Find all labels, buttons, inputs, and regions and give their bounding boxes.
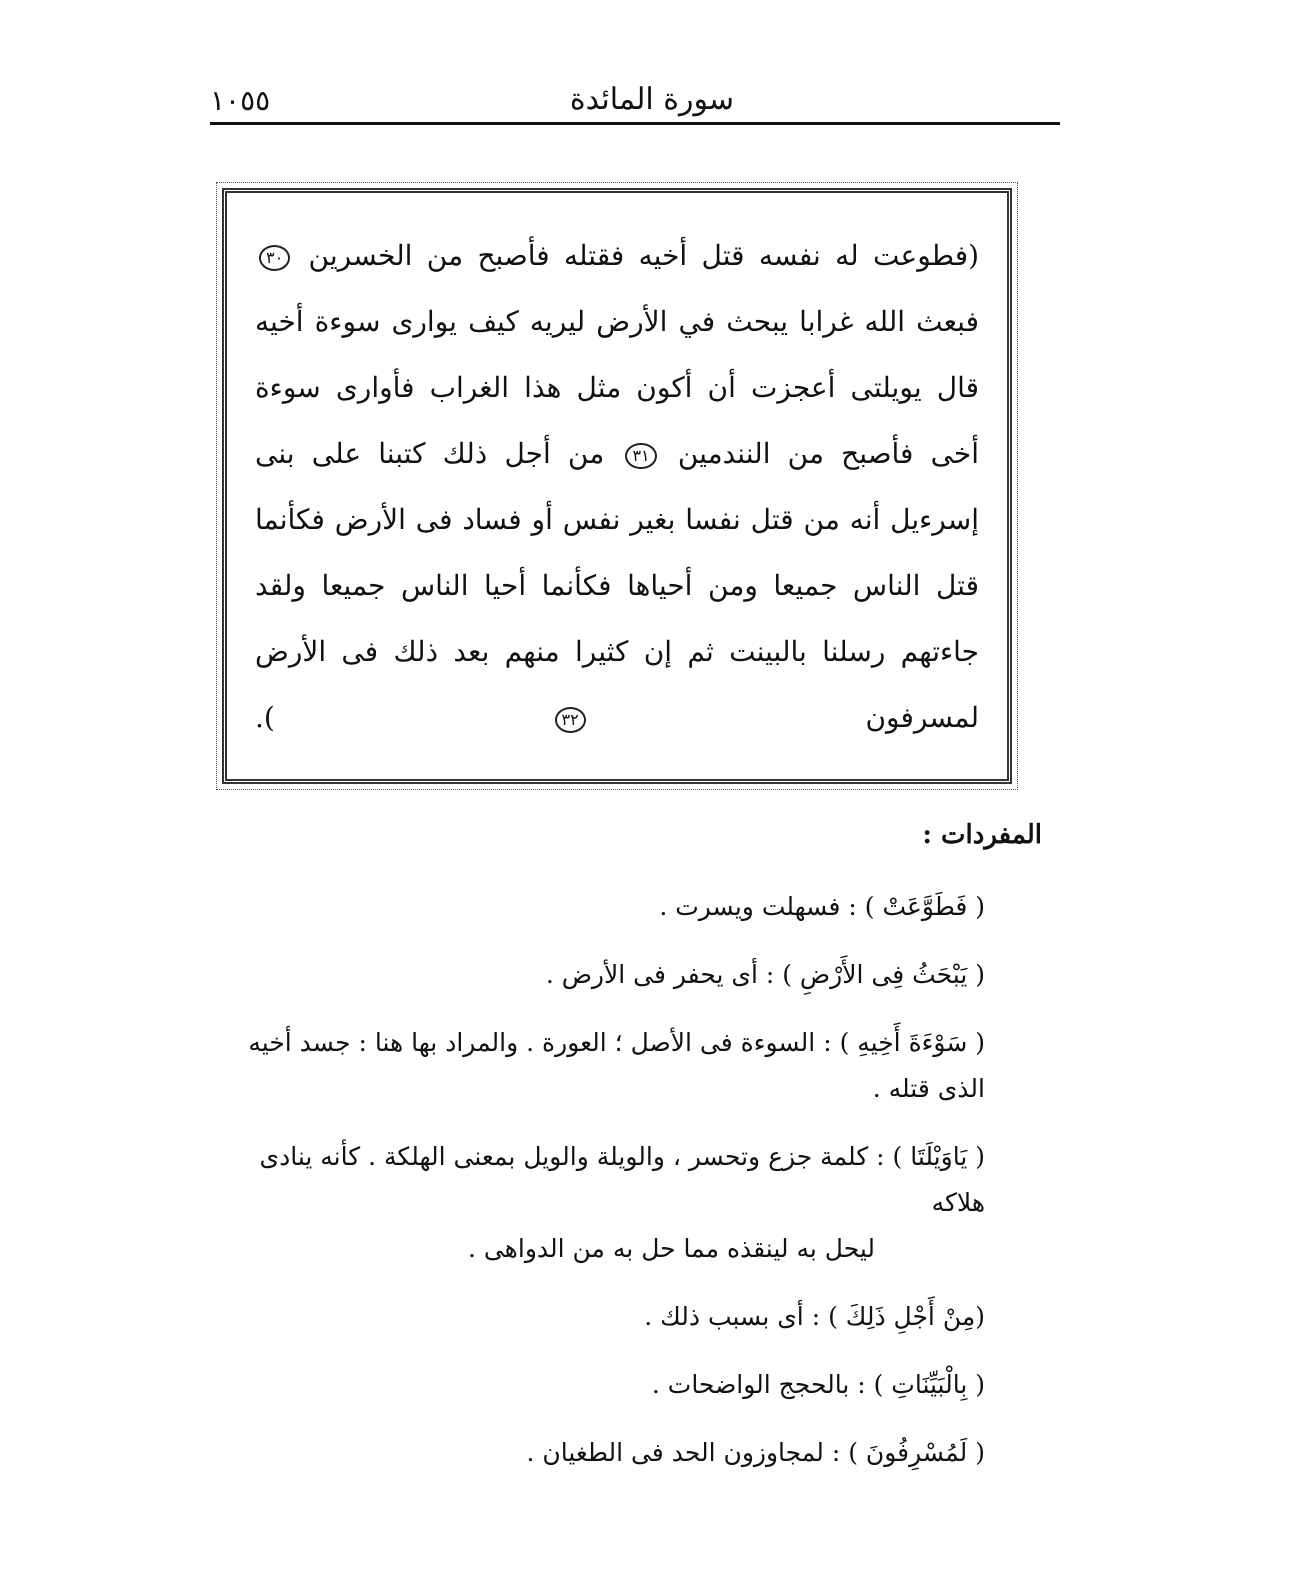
ayah-marker: ٣٢: [555, 707, 586, 733]
vocabulary-term: ( يَبْحَثُ فِى الأَرْضِ ): [782, 960, 985, 989]
quran-segment: فبعث الله غرابا يبحث في الأرض ليريه كيف يوارى سوءة أخيه قال يويلتى أعجزت أن أكون مثل هذا الغراب فأوارى سوءة أخى فأصبح من النندمين: [255, 305, 979, 470]
quran-segment: ).: [255, 701, 275, 734]
quran-segment: (فطوعت له نفسه قتل أخيه فقتله فأصبح من الخسرين: [308, 239, 979, 272]
surah-title: سورة المائدة: [569, 82, 735, 117]
vocabulary-entry: [200, 952, 985, 998]
vocabulary-entry: [200, 1430, 985, 1476]
vocabulary-meaning: : السوءة فى الأصل ؛ العورة . والمراد بها هنا : جسد أخيه الذى قتله .: [248, 1028, 985, 1103]
vocabulary-meaning: : أى يحفر فى الأرض .: [545, 960, 775, 989]
vocabulary-entry: [200, 884, 985, 930]
vocabulary-term: ( يَاوَيْلَتَا ): [892, 1142, 985, 1171]
ayah-marker: ٣٠: [259, 245, 290, 271]
vocabulary-term: ( فَطَوَّعَتْ ): [864, 892, 985, 921]
vocabulary-entry: [200, 1134, 985, 1272]
vocabulary-entry: [200, 1362, 985, 1408]
header-rule: [210, 122, 1060, 125]
vocabulary-meaning: : فسهلت ويسرت .: [659, 892, 857, 921]
page-number: ١٠٥٥: [210, 84, 271, 117]
vocabulary-meaning: : أى بسبب ذلك .: [644, 1302, 821, 1331]
ayah-marker: ٣١: [625, 443, 656, 469]
vocabulary-term: ( بِالْبَيِّنَاتِ ): [873, 1370, 985, 1399]
vocabulary-heading: المفردات :: [922, 820, 1042, 850]
vocabulary-meaning: : بالحجج الواضحات .: [651, 1370, 866, 1399]
vocabulary-entry: [200, 1020, 985, 1112]
vocabulary-term: (مِنْ أَجْلِ ذَلِكَ ): [828, 1302, 985, 1331]
vocabulary-list: [200, 884, 985, 1498]
quran-text: [255, 223, 979, 757]
vocabulary-meaning: : كلمة جزع وتحسر ، والويلة والويل بمعنى الهلكة . كأنه ينادى هلاكه: [259, 1142, 985, 1217]
vocabulary-term: ( سَوْءَةَ أَخِيهِ ): [839, 1028, 985, 1057]
vocabulary-meaning: : لمجاوزون الحد فى الطغيان .: [526, 1438, 841, 1467]
vocabulary-continuation: ليحل به لينقذه مما حل به من الدواهى .: [467, 1234, 875, 1263]
vocabulary-entry: [200, 1294, 985, 1340]
quran-segment: من أجل ذلك كتبنا على بنى إسرءيل أنه من قتل نفسا بغير نفس أو فساد فى الأرض فكأنما قتل الناس جميعا ومن أحياها فكأنما أحيا الناس جميعا ولقد جاءتهم رسلنا بالبينت ثم إن كثيرا منهم بعد ذلك فى الأرض لمسرفون: [255, 437, 980, 734]
vocabulary-term: ( لَمُسْرِفُونَ ): [848, 1438, 985, 1467]
quran-frame: [222, 188, 1012, 784]
